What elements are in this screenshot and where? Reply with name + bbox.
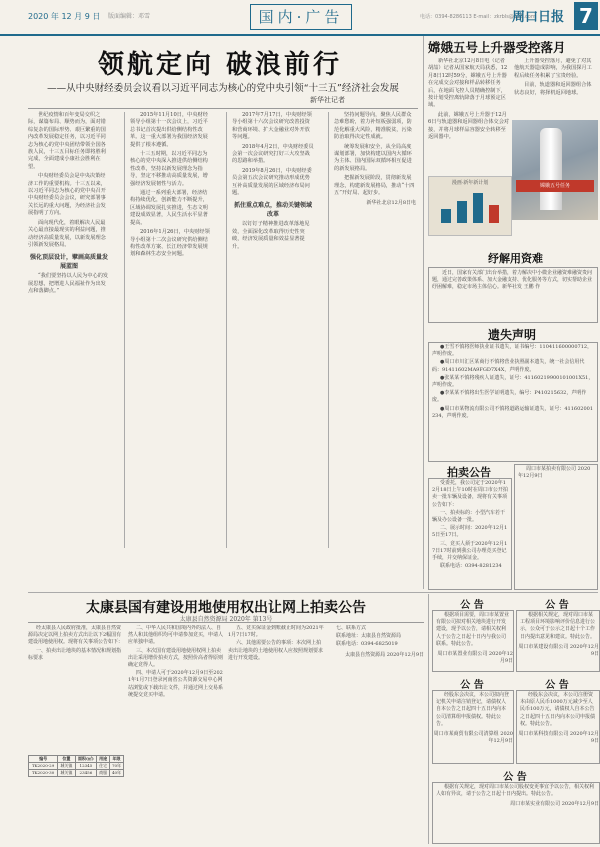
article-paragraph: 近日，国家有关部门出台举措，着力解决中小微企业融资难融资贵问题，通过完善政策体系、加大金融支持、优化服务等方式，切实帮助企业纾困解难，稳定市场主体信心。新华社发 王鹏 作	[432, 270, 593, 290]
article-column	[228, 625, 324, 833]
ad-signature: 周口市某建设有限公司 2020年12月9日	[518, 643, 599, 657]
lead-article-body	[28, 112, 418, 552]
article-paragraph: 世纪疫情和百年变局交织之际，谋篇布局、顺势而为，面对错综复杂的国际形势、艰巨繁重的国内改革发展稳定任务，以习近平同志为核心的党中央团结带领全国各族人民，十三五目标任务即将胜利完成，全面建成小康社会胜利在望。	[28, 112, 106, 170]
lead-headline: 领航定向 破浪前行	[97, 50, 343, 80]
article-paragraph: 2018年4月2日，中央财经委员会第一次会议研究打好三大攻坚战的思路和举措。	[232, 143, 314, 165]
editorial-cartoon	[428, 176, 512, 236]
cartoon-bar	[441, 209, 451, 223]
article-column	[130, 112, 212, 550]
notice-item: ●周口市川汇区某商行不慎将营业执照副本遗失，统一社会信用代码：91411602MA9FGD7X4X，声明作废。	[432, 359, 585, 373]
table-cell: 12345	[75, 763, 97, 770]
lost-notice-title: 遗失声明	[487, 328, 536, 342]
article-paragraph: 坚持问题导向，聚焦人民群众急难愁盼，着力补短板强弱项，防范化解重大风险，精准脱贫，污染防治取得决定性成就。	[334, 112, 412, 141]
article-signature: 新华社北京12月8日电	[366, 200, 416, 207]
notice-item: 联系电话：0394-8281234	[440, 563, 502, 570]
ad-text: 根据相关规定，现对周口市某工程项目环境影响评价信息进行公示，公众可于公示之日起十个工作日内提出意见和建议。特此公告。	[520, 612, 596, 640]
article-paragraph: 统筹发展和安全，从全局高度谋划部署，加快构建以国内大循环为主体、国内国际双循环相互促进的新发展格局。	[334, 143, 412, 172]
article-paragraph: 通过一系列重大部署，经济结构持续优化，创新能力不断提升，区域协调发展扎实推进，生态文明建设成效显著，人民生活水平显著提高。	[130, 190, 208, 226]
table-cell: 城关镇	[58, 770, 75, 777]
ad-text: 经股东会决议，本公司拟向登记机关申请注销登记，请债权人自本公告之日起四十五日内向本公司清算组申报债权。特此公告。	[436, 692, 510, 727]
page-number: 7	[574, 2, 598, 30]
ad-text: 根据项目需要，周口市某置业有限公司拟对相关地块进行开发建设，现予以公告，请相关权利人于公告之日起十日内与我公司联系。特此公告。	[436, 612, 510, 647]
article-paragraph: 中央财经委员会是中央决策经济工作的重要机构。十三五以来，以习近平同志为核心的党中央召开中央财经委员会会议，研究部署事关长远的重大问题，为经济社会发展指明了方向。	[28, 173, 106, 217]
section-rule	[423, 36, 424, 589]
cartoon-bar	[457, 201, 467, 223]
ad-text: 经股东会决议，本公司注册资本由原人民币1000万元减少至人民币100万元，请债权人自本公告之日起四十五日内向本公司申报债权。特此公告。	[520, 692, 596, 727]
cartoon-drawing	[437, 189, 503, 223]
table-cell: 40年	[109, 770, 123, 777]
ad-signature: 周口市某商贸有限公司清算组 2020年12月9日	[433, 731, 513, 745]
notice-item: ●王雪不慎将医师执业证书遗失，证书编号：110411600000712，声明作废。	[432, 344, 593, 358]
article-paragraph: 上升器受控落月，避免了对其他航天器造成影响，为我国探月工程后续任务积累了宝贵经验。	[514, 58, 592, 79]
divider	[28, 108, 418, 109]
cartoon-bar	[473, 193, 483, 223]
cartoon-bar	[489, 205, 499, 223]
article-paragraph: 2017年7月17日，中央财经领导小组第十六次会议研究改善投资和营商环境、扩大金融业对外开放等问题。	[232, 112, 312, 141]
table-header-cell: 年限	[109, 756, 123, 763]
notice-item: ●李某某不慎将出生医学证明遗失，编号：P410215632，声明作废。	[432, 390, 587, 404]
article-column	[128, 625, 224, 833]
table-header-cell: 用途	[97, 756, 110, 763]
article-paragraph: 四、申请人可于2020年12月9日至2021年1月7日登录河南省公共资源交易中心网站浏览或下载出让文件，并通过网上交易系统提交竞买申请。	[128, 670, 224, 698]
cartoon-headline: 纾解用资难	[488, 252, 543, 265]
ad-signature: 周口市某科技有限公司 2020年12月9日	[518, 731, 599, 745]
article-paragraph: 联系地址：太康县自然资源局	[336, 633, 402, 640]
notice-item: 受委托，我公司定于2020年12月18日上午10时在周口市公开拍卖一批车辆及设备，现将有关事项公告如下：	[432, 480, 508, 508]
change5-headline: 嫦娥五号上升器受控落月	[428, 40, 566, 55]
article-column	[232, 112, 314, 550]
editor-credit: 版面编辑：邓雪	[108, 13, 151, 20]
table-cell: 城关镇	[58, 763, 75, 770]
section-rule	[28, 592, 598, 593]
ad-signature: 周口市某置业有限公司 2020年12月9日	[437, 651, 513, 665]
table-cell: 商服	[97, 770, 110, 777]
article-column	[28, 625, 124, 833]
article-paragraph: 联系电话：0394-6825019	[336, 641, 398, 648]
rocket-photo	[512, 120, 598, 220]
cartoon-text-box	[428, 267, 598, 323]
section-rule	[428, 594, 429, 844]
article-subheading: 强化顶层设计，擘画高质量发展蓝图	[29, 254, 108, 271]
column-rule	[328, 112, 329, 548]
table-header-cell: 面积(㎡)	[75, 756, 97, 763]
notice-item: 一、拍卖标的：小型汽车若干辆及办公设备一批。	[432, 509, 506, 524]
auction-notice-box	[428, 478, 512, 590]
ad-title: 公 告	[460, 600, 484, 611]
table-cell: 住宅	[97, 763, 110, 770]
table-header-row	[29, 756, 124, 763]
notice-item: ●周口市某物流有限公司不慎将道路运输证遗失，证号：411602001234，声明作废。	[432, 405, 593, 419]
article-paragraph: 面向现代化，着眼解决人民最关心最直接最现实的利益问题，推动经济高质量发展，以新发展理念引领新发展格局。	[28, 219, 106, 248]
lost-notice-box	[428, 342, 598, 462]
ad-box	[516, 610, 600, 672]
article-subheading: 抓住重点难点，推动关键领域改革	[233, 202, 312, 219]
article-column	[328, 625, 424, 833]
notice-item: ●张某某不慎将残疾人证遗失，证号：41160219900101001X51，声明作废。	[432, 374, 594, 389]
ad-box	[432, 690, 514, 764]
article-paragraph: “我们要坚持以人民为中心的发展思想，把增进人民福祉作为出发点和落脚点。”	[28, 273, 109, 295]
article-paragraph: 十三五时期，以习近平同志为核心的党中央深入推进供给侧结构性改革，坚持以新发展理念为指导，坚定不移推动高质量发展，增强经济发展韧性与活力。	[130, 151, 208, 187]
article-paragraph: 三、本次国有建设用地使用权网上拍卖出让采用增价拍卖方式，按照价高者得原则确定竞得人。	[128, 647, 224, 669]
cartoon-caption: 漫画·新年新计划	[451, 180, 489, 186]
article-paragraph: 六、其他需要公告的事项：本次网上拍卖出让地块的土地使用权人应按照规划要求进行开发建设。	[228, 640, 324, 661]
lead-subheadline: ——从中央财经委员会议看以习近平同志为核心的党中央引领“十三五”经济社会发展	[47, 83, 399, 94]
land-auction-headline: 太康县国有建设用地使用权出让网上拍卖公告	[86, 600, 366, 616]
table-header-cell: 位置	[58, 756, 75, 763]
article-column	[28, 112, 110, 550]
lead-byline: 新华社记者	[310, 96, 345, 104]
ad-title: 公 告	[545, 680, 569, 691]
table-header-cell: 编号	[29, 756, 58, 763]
land-auction-subheadline: 太康县自然资源局 2020年 第13号	[179, 616, 273, 623]
table-cell: TK2020-30	[29, 770, 58, 777]
newspaper-brand: 周口日报	[512, 10, 565, 25]
ad-title: 公 告	[460, 680, 484, 691]
ad-text: 根据有关规定，现对周口市某公司股权变更事宜予以公告，相关权利人如有异议，请于公告之日起十日内提出。特此公告。	[436, 784, 595, 798]
article-paragraph: 2019年8月26日，中央财经委员会第五次会议研究推动形成优势互补高质量发展的区域经济布局问题。	[232, 167, 312, 197]
article-paragraph: 2016年1月26日，中央财经领导小组第十二次会议研究供给侧结构性改革方案、长江经济带发展规划和森林生态安全问题。	[130, 229, 210, 258]
contact-info: 电话：0394-8286113 E-mail：zkrbls@126.com	[420, 14, 536, 20]
column-rule	[124, 112, 125, 548]
issue-date: 2020 年 12 月 9 日	[28, 12, 101, 21]
photo-banner: 嫦娥五号任务	[516, 180, 594, 192]
article-paragraph: 一、拍卖出让地块的基本情况和规划指标要求	[28, 647, 122, 661]
article-column	[334, 112, 416, 550]
page-header	[0, 0, 600, 36]
table-cell: TK2020-29	[29, 763, 58, 770]
ad-title: 公 告	[545, 600, 569, 611]
auction-notice-title: 拍卖公告	[447, 466, 491, 479]
ad-signature: 周口市某实业有限公司 2020年12月9日	[510, 801, 599, 808]
article-paragraph: 五、竞买保证金到账截止时间为2021年1月7日17时。	[228, 625, 324, 639]
notice-item: 三、竞买人须于2020年12月17日17时前到我公司办理竞买登记手续，并交纳保证金。	[432, 540, 508, 562]
land-auction-body	[28, 622, 424, 835]
table-cell: 70年	[109, 763, 123, 770]
ad-box	[516, 690, 600, 764]
auction-notice-box-2	[514, 464, 598, 590]
article-paragraph: 2015年11月10日，中央财经领导小组第十一次会议上，习近平总书记首次提出供给侧结构性改革。这一重大部署为我国经济发展提供了根本遵循。	[130, 112, 208, 148]
article-paragraph: 新华社北京12月8日电（记者胡喆）记者从国家航天局获悉，12月8日12时59分，嫦娥五号上升器在完成交会对接和样品转移任务后，在地面飞控人员精确控制下，按计划受控离轨降落于月球预定区域。	[428, 58, 508, 109]
article-paragraph: 七、联系方式	[336, 625, 367, 631]
rocket-shape	[540, 128, 562, 210]
ad-box	[432, 782, 600, 844]
article-paragraph: 经太康县人民政府批准，太康县自然资源局决定以网上拍卖方式出让以下2幅国有建设用地使用权。现将有关事项公告如下：	[28, 625, 124, 646]
table-row	[29, 763, 124, 770]
ad-title: 公 告	[503, 772, 527, 783]
article-paragraph: 二、中华人民共和国境内外的法人、自然人和其他组织均可申请参加竞买，申请人应单独申请。	[128, 625, 224, 646]
article-paragraph: 此前，嫦娥五号上升器于12月6日与轨道器和返回器组合体交会对接，并将月球样品容器安全转移至返回器中。	[428, 111, 510, 141]
ad-box	[432, 610, 514, 672]
notice-item: 二、展示时间：2020年12月15日至17日。	[432, 525, 508, 539]
article-column	[428, 58, 510, 173]
notice-item: 周口市某拍卖有限公司 2020年12月9日	[518, 466, 591, 480]
article-paragraph: 以钉钉子精神推进改革落地见效，全面深化改革取得历史性突破，经济发展质量和效益显著提升。	[232, 221, 310, 250]
table-cell: 23456	[75, 770, 97, 777]
article-paragraph: 把握新发展阶段，贯彻新发展理念，构建新发展格局，推动“十四五”开好局、起好步。	[334, 175, 415, 197]
land-parcel-table	[28, 755, 124, 777]
article-paragraph: 目前，轨道器和返回器组合体状态良好，将择机返回地球。	[514, 82, 592, 96]
section-title: 国内·广告	[250, 4, 352, 30]
table-row	[29, 770, 124, 777]
article-column	[514, 58, 596, 118]
column-rule	[226, 112, 227, 548]
article-signature: 太康县自然资源局 2020年12月9日	[345, 651, 424, 658]
